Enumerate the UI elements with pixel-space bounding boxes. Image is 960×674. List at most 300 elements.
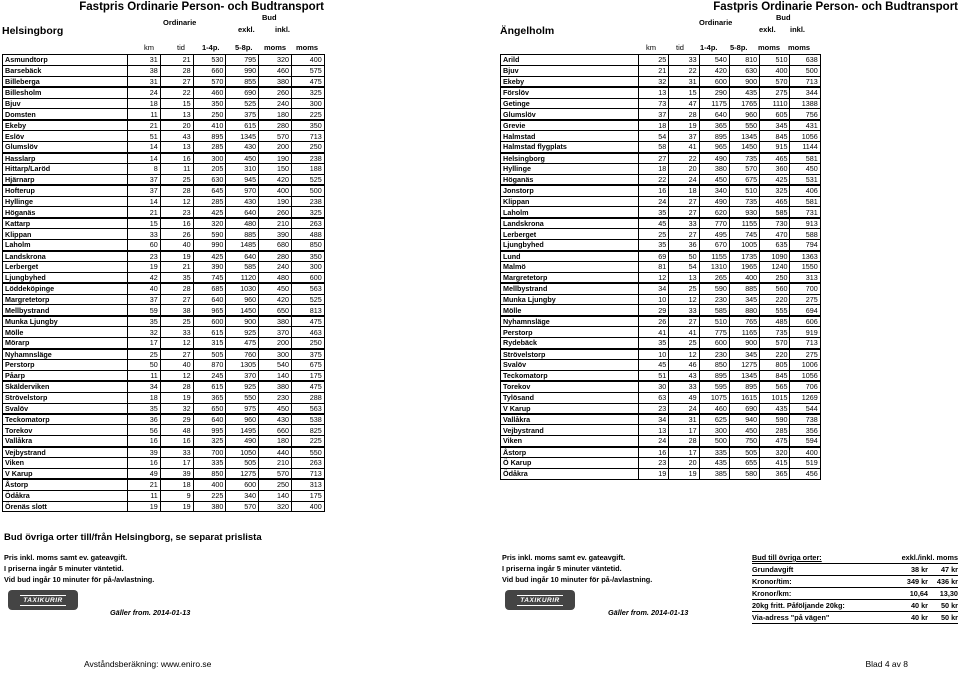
info-left-line: Vid bud ingår 10 minuter för på-/avlastning. xyxy=(4,575,155,584)
destination-name: Viken xyxy=(3,457,128,468)
price-cell: 390 xyxy=(259,229,292,240)
price-cell: 1056 xyxy=(790,131,820,142)
price-cell: 16 xyxy=(128,457,161,468)
price-cell: 713 xyxy=(291,468,324,479)
price-cell: 480 xyxy=(226,218,259,229)
logo-text: TAXIKURIR xyxy=(20,595,65,606)
price-cell: 31 xyxy=(669,414,699,425)
price-cell: 230 xyxy=(259,392,292,403)
price-cell: 581 xyxy=(790,196,820,207)
price-cell: 456 xyxy=(790,468,820,479)
price-cell: 900 xyxy=(729,76,759,87)
destination-name: Teckomatorp xyxy=(501,370,639,381)
table-row xyxy=(3,392,325,403)
price-cell: 845 xyxy=(760,370,790,381)
price-cell: 400 xyxy=(760,65,790,76)
price-cell: 425 xyxy=(760,174,790,185)
taxikurir-logo xyxy=(8,590,78,610)
price-cell: 335 xyxy=(699,447,729,458)
price-cell: 263 xyxy=(291,457,324,468)
table-row xyxy=(3,218,325,229)
price-cell: 140 xyxy=(259,490,292,501)
table-row xyxy=(501,207,821,218)
price-cell: 760 xyxy=(226,349,259,360)
price-cell: 205 xyxy=(193,163,226,174)
price-cell: 680 xyxy=(259,240,292,251)
price-cell: 925 xyxy=(226,327,259,338)
destination-name: Perstorp xyxy=(501,327,639,338)
price-cell: 460 xyxy=(193,87,226,98)
table-row xyxy=(3,305,325,316)
table-row xyxy=(501,120,821,131)
destination-name: Örenäs slott xyxy=(3,501,128,512)
price-cell: 15 xyxy=(669,87,699,98)
price-cell: 1965 xyxy=(729,261,759,272)
price-cell: 35 xyxy=(160,272,193,283)
price-cell: 25 xyxy=(669,338,699,349)
price-cell: 23 xyxy=(160,207,193,218)
price-cell: 225 xyxy=(291,436,324,447)
table-row xyxy=(3,98,325,109)
price-cell: 570 xyxy=(193,76,226,87)
footer-page-number: Blad 4 av 8 xyxy=(865,659,908,669)
price-cell: 14 xyxy=(128,142,161,153)
price-cell: 570 xyxy=(259,468,292,479)
price-cell: 475 xyxy=(291,381,324,392)
left-city: Helsingborg xyxy=(2,25,64,37)
price-row-value: 40 kr xyxy=(910,613,928,622)
price-cell: 350 xyxy=(193,98,226,109)
price-cell: 40 xyxy=(160,240,193,251)
price-row-label: Grundavgift xyxy=(752,565,794,574)
price-cell: 12 xyxy=(639,272,669,283)
price-cell: 16 xyxy=(160,436,193,447)
destination-name: Torekov xyxy=(3,425,128,436)
price-cell: 430 xyxy=(226,196,259,207)
price-cell: 275 xyxy=(790,294,820,305)
destination-name: Nyhamnsläge xyxy=(501,316,639,327)
price-cell: 9 xyxy=(160,490,193,501)
price-cell: 11 xyxy=(128,109,161,120)
destination-name: Halmstad xyxy=(501,131,639,142)
price-cell: 425 xyxy=(193,251,226,262)
price-cell: 58 xyxy=(639,142,669,153)
price-cell: 16 xyxy=(160,218,193,229)
price-cell: 1006 xyxy=(790,359,820,370)
price-table-row xyxy=(752,600,958,612)
price-cell: 605 xyxy=(760,109,790,120)
price-cell: 638 xyxy=(790,55,820,66)
price-cell: 913 xyxy=(790,218,820,229)
price-cell: 210 xyxy=(259,218,292,229)
table-row xyxy=(501,174,821,185)
price-cell: 280 xyxy=(259,251,292,262)
price-cell: 1363 xyxy=(790,251,820,262)
price-cell: 563 xyxy=(291,403,324,414)
price-cell: 525 xyxy=(226,98,259,109)
price-cell: 795 xyxy=(226,55,259,66)
other-destinations-heading: Bud övriga orter till/från Helsingborg, se separat prislista xyxy=(4,532,262,543)
price-cell: 200 xyxy=(259,142,292,153)
price-cell: 450 xyxy=(729,425,759,436)
table-row xyxy=(501,131,821,142)
price-cell: 470 xyxy=(760,229,790,240)
price-cell: 36 xyxy=(669,240,699,251)
price-cell: 48 xyxy=(160,425,193,436)
taxikurir-logo-right xyxy=(505,590,575,610)
destination-name: Svalöv xyxy=(501,359,639,370)
price-cell: 28 xyxy=(160,381,193,392)
price-cell: 22 xyxy=(669,153,699,164)
price-cell: 18 xyxy=(639,163,669,174)
table-row xyxy=(3,403,325,414)
price-cell: 495 xyxy=(699,229,729,240)
price-cell: 12 xyxy=(669,294,699,305)
price-cell: 12 xyxy=(669,349,699,360)
price-cell: 706 xyxy=(790,381,820,392)
other-destinations-price-table xyxy=(752,552,958,624)
price-cell: 11 xyxy=(128,370,161,381)
right-col-58p: 5-8p. xyxy=(730,43,748,52)
price-cell: 31 xyxy=(128,55,161,66)
price-cell: 28 xyxy=(160,65,193,76)
price-cell: 28 xyxy=(669,436,699,447)
destination-name: Hasslarp xyxy=(3,153,128,164)
destination-name: Nyhamnsläge xyxy=(3,349,128,360)
table-row xyxy=(3,174,325,185)
price-cell: 400 xyxy=(291,55,324,66)
price-cell: 25 xyxy=(160,174,193,185)
price-cell: 14 xyxy=(128,196,161,207)
price-cell: 600 xyxy=(226,479,259,490)
table-row xyxy=(3,425,325,436)
price-cell: 230 xyxy=(699,294,729,305)
destination-name: Ödåkra xyxy=(501,468,639,479)
price-cell: 263 xyxy=(291,218,324,229)
price-cell: 28 xyxy=(160,283,193,294)
price-cell: 31 xyxy=(669,76,699,87)
destination-name: Åstorp xyxy=(501,447,639,458)
price-cell: 431 xyxy=(790,120,820,131)
price-cell: 465 xyxy=(760,153,790,164)
table-row xyxy=(501,142,821,153)
price-cell: 325 xyxy=(291,207,324,218)
destination-name: Grevie xyxy=(501,120,639,131)
destination-name: V Karup xyxy=(501,403,639,414)
destination-name: Rydebäck xyxy=(501,338,639,349)
price-cell: 400 xyxy=(790,447,820,458)
price-row-value: 50 kr xyxy=(940,601,958,610)
price-cell: 850 xyxy=(291,240,324,251)
price-cell: 855 xyxy=(226,76,259,87)
price-cell: 20 xyxy=(669,163,699,174)
price-cell: 15 xyxy=(128,218,161,229)
destination-name: Ekeby xyxy=(3,120,128,131)
table-row xyxy=(501,316,821,327)
table-row xyxy=(501,109,821,120)
price-cell: 400 xyxy=(729,272,759,283)
destination-name: Ö Karup xyxy=(501,457,639,468)
price-cell: 10 xyxy=(639,294,669,305)
price-cell: 350 xyxy=(291,251,324,262)
price-cell: 33 xyxy=(669,55,699,66)
price-cell: 265 xyxy=(699,272,729,283)
price-cell: 320 xyxy=(193,218,226,229)
price-cell: 36 xyxy=(128,414,161,425)
price-cell: 615 xyxy=(226,120,259,131)
price-cell: 488 xyxy=(291,229,324,240)
price-cell: 19 xyxy=(128,261,161,272)
price-row-value: 50 kr xyxy=(940,613,958,622)
price-cell: 24 xyxy=(128,87,161,98)
table-row xyxy=(501,294,821,305)
price-row-label: 20kg fritt. Påföljande 20kg: xyxy=(752,601,845,610)
price-cell: 35 xyxy=(639,338,669,349)
price-cell: 300 xyxy=(291,98,324,109)
price-cell: 600 xyxy=(291,272,324,283)
price-table-row xyxy=(752,564,958,576)
table-row xyxy=(3,370,325,381)
price-cell: 41 xyxy=(669,142,699,153)
price-cell: 380 xyxy=(259,316,292,327)
price-cell: 435 xyxy=(760,403,790,414)
price-cell: 260 xyxy=(259,87,292,98)
price-cell: 18 xyxy=(639,120,669,131)
price-cell: 16 xyxy=(639,447,669,458)
price-cell: 713 xyxy=(291,131,324,142)
table-row xyxy=(3,76,325,87)
price-table-row xyxy=(752,588,958,600)
price-cell: 975 xyxy=(226,403,259,414)
price-table-row xyxy=(752,576,958,588)
price-cell: 640 xyxy=(226,207,259,218)
price-cell: 1345 xyxy=(729,370,759,381)
angelholm-panel xyxy=(500,0,958,480)
price-cell: 805 xyxy=(760,359,790,370)
price-cell: 12 xyxy=(160,196,193,207)
price-cell: 600 xyxy=(699,338,729,349)
helsingborg-panel xyxy=(2,0,324,512)
price-cell: 345 xyxy=(729,294,759,305)
table-row xyxy=(3,490,325,501)
price-cell: 45 xyxy=(639,218,669,229)
right-hdr-exkl: exkl. xyxy=(759,25,776,34)
price-cell: 930 xyxy=(729,207,759,218)
price-cell: 615 xyxy=(193,327,226,338)
destination-name: Hjärnarp xyxy=(3,174,128,185)
price-cell: 210 xyxy=(259,457,292,468)
price-cell: 590 xyxy=(699,283,729,294)
destination-name: Åstorp xyxy=(3,479,128,490)
price-cell: 21 xyxy=(128,479,161,490)
logo-text-right: TAXIKURIR xyxy=(517,595,562,606)
price-cell: 1275 xyxy=(226,468,259,479)
price-cell: 925 xyxy=(226,381,259,392)
destination-name: Hyllinge xyxy=(3,196,128,207)
price-cell: 23 xyxy=(639,403,669,414)
price-cell: 685 xyxy=(193,283,226,294)
price-cell: 51 xyxy=(128,131,161,142)
table-row xyxy=(3,272,325,283)
price-cell: 340 xyxy=(226,490,259,501)
price-cell: 320 xyxy=(259,501,292,512)
destination-name: Mölle xyxy=(3,327,128,338)
price-cell: 190 xyxy=(259,196,292,207)
destination-name: Bjuv xyxy=(3,98,128,109)
price-cell: 745 xyxy=(193,272,226,283)
price-cell: 310 xyxy=(226,163,259,174)
price-cell: 13 xyxy=(160,142,193,153)
price-cell: 425 xyxy=(193,207,226,218)
price-cell: 595 xyxy=(699,381,729,392)
table-row xyxy=(3,163,325,174)
left-hdr-ordinarie: Ordinarie xyxy=(163,18,197,27)
price-cell: 360 xyxy=(760,163,790,174)
right-col-moms-inkl: moms xyxy=(788,43,811,52)
price-cell: 180 xyxy=(259,436,292,447)
price-cell: 13 xyxy=(639,425,669,436)
price-cell: 31 xyxy=(128,76,161,87)
price-cell: 555 xyxy=(760,305,790,316)
price-cell: 430 xyxy=(226,142,259,153)
price-cell: 49 xyxy=(669,392,699,403)
price-cell: 33 xyxy=(669,218,699,229)
price-row-value: 47 kr xyxy=(940,565,958,574)
price-cell: 240 xyxy=(259,261,292,272)
price-cell: 1615 xyxy=(729,392,759,403)
price-cell: 335 xyxy=(193,457,226,468)
price-cell: 460 xyxy=(259,65,292,76)
table-row xyxy=(501,283,821,294)
left-col-km: km xyxy=(144,43,154,52)
price-cell: 420 xyxy=(259,174,292,185)
table-row xyxy=(3,349,325,360)
price-cell: 33 xyxy=(160,327,193,338)
price-cell: 895 xyxy=(193,131,226,142)
price-cell: 490 xyxy=(699,153,729,164)
price-cell: 16 xyxy=(128,436,161,447)
price-cell: 1155 xyxy=(729,218,759,229)
info-left xyxy=(4,552,154,585)
info-right-line: I priserna ingår 5 minuter väntetid. xyxy=(502,564,622,573)
price-cell: 37 xyxy=(128,185,161,196)
price-cell: 150 xyxy=(259,163,292,174)
price-cell: 17 xyxy=(128,338,161,349)
price-cell: 63 xyxy=(639,392,669,403)
price-cell: 23 xyxy=(639,457,669,468)
price-cell: 19 xyxy=(160,392,193,403)
price-cell: 538 xyxy=(291,414,324,425)
left-hdr-exkl: exkl. xyxy=(238,25,255,34)
right-city: Ängelholm xyxy=(500,25,555,37)
price-cell: 794 xyxy=(790,240,820,251)
table-row xyxy=(501,153,821,164)
price-cell: 250 xyxy=(760,272,790,283)
price-cell: 375 xyxy=(226,109,259,120)
price-cell: 465 xyxy=(760,196,790,207)
price-cell: 40 xyxy=(128,283,161,294)
price-cell: 965 xyxy=(699,142,729,153)
price-cell: 1075 xyxy=(699,392,729,403)
price-cell: 675 xyxy=(291,359,324,370)
price-cell: 24 xyxy=(669,174,699,185)
price-cell: 35 xyxy=(639,240,669,251)
destination-name: Påarp xyxy=(3,370,128,381)
price-cell: 1050 xyxy=(226,447,259,458)
price-cell: 365 xyxy=(760,468,790,479)
price-cell: 11 xyxy=(128,490,161,501)
price-cell: 300 xyxy=(259,349,292,360)
price-cell: 59 xyxy=(128,305,161,316)
price-cell: 1310 xyxy=(699,261,729,272)
price-table-header xyxy=(752,552,958,564)
price-cell: 713 xyxy=(790,76,820,87)
price-cell: 1165 xyxy=(729,327,759,338)
destination-name: Landskrona xyxy=(3,251,128,262)
price-cell: 21 xyxy=(639,65,669,76)
price-cell: 1550 xyxy=(790,261,820,272)
price-cell: 285 xyxy=(193,196,226,207)
price-cell: 480 xyxy=(259,272,292,283)
price-cell: 880 xyxy=(729,305,759,316)
table-row xyxy=(501,327,821,338)
price-cell: 34 xyxy=(639,283,669,294)
destination-name: Torekov xyxy=(501,381,639,392)
table-row xyxy=(3,153,325,164)
price-row-value: 13,30 xyxy=(939,589,958,598)
price-cell: 56 xyxy=(128,425,161,436)
price-cell: 188 xyxy=(291,163,324,174)
price-cell: 770 xyxy=(699,218,729,229)
price-cell: 275 xyxy=(760,87,790,98)
price-cell: 580 xyxy=(729,468,759,479)
price-row-label: Kronor/tim: xyxy=(752,577,792,586)
table-row xyxy=(3,196,325,207)
price-cell: 22 xyxy=(639,174,669,185)
price-cell: 260 xyxy=(259,207,292,218)
destination-name: Glumslöv xyxy=(3,142,128,153)
left-hdr-bud: Bud xyxy=(262,13,277,22)
price-cell: 380 xyxy=(259,381,292,392)
price-cell: 570 xyxy=(729,163,759,174)
price-cell: 313 xyxy=(790,272,820,283)
table-row xyxy=(3,185,325,196)
price-cell: 850 xyxy=(699,359,729,370)
price-cell: 738 xyxy=(790,414,820,425)
destination-name: Mellbystrand xyxy=(501,283,639,294)
price-cell: 14 xyxy=(128,153,161,164)
price-cell: 12 xyxy=(160,370,193,381)
price-cell: 640 xyxy=(226,251,259,262)
destination-name: Arild xyxy=(501,55,639,66)
table-row xyxy=(3,283,325,294)
right-hdr-ordinarie: Ordinarie xyxy=(699,18,733,27)
price-cell: 630 xyxy=(193,174,226,185)
price-cell: 531 xyxy=(790,174,820,185)
price-cell: 22 xyxy=(160,87,193,98)
destination-name: Höganäs xyxy=(501,174,639,185)
price-cell: 570 xyxy=(226,501,259,512)
table-row xyxy=(3,316,325,327)
price-cell: 225 xyxy=(291,109,324,120)
price-cell: 660 xyxy=(259,425,292,436)
table-row xyxy=(501,76,821,87)
destination-name: Jonstorp xyxy=(501,185,639,196)
right-col-14p: 1-4p. xyxy=(700,43,718,52)
right-col-moms-exkl: moms xyxy=(758,43,781,52)
price-cell: 570 xyxy=(760,338,790,349)
price-cell: 344 xyxy=(790,87,820,98)
